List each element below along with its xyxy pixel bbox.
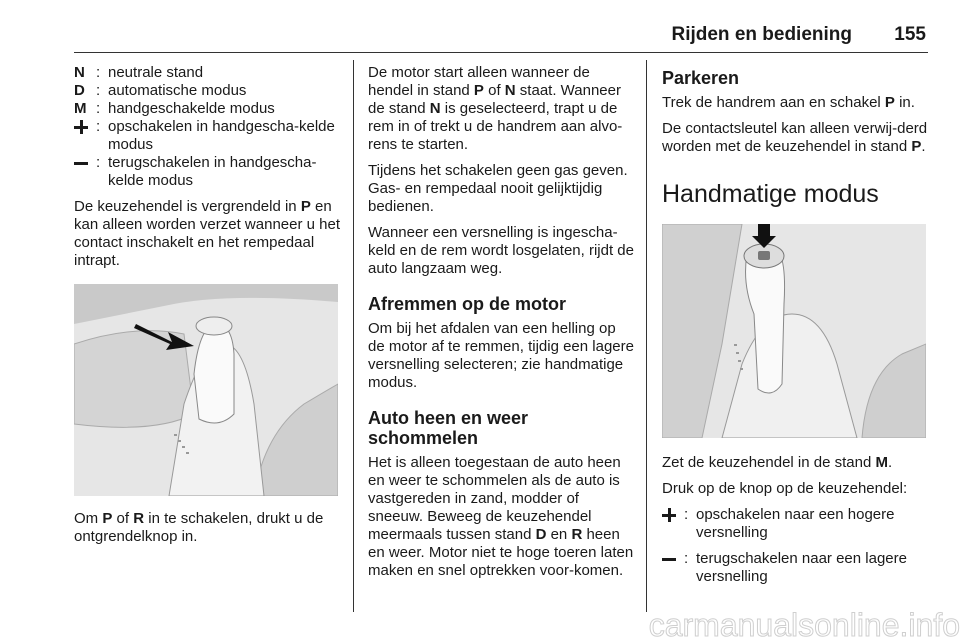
lock-paragraph: De keuzehendel is vergrendeld in P en kan alleen worden verzet wanneer u het contact inschakelt en het rempedaal intrapt. bbox=[74, 198, 341, 269]
item-text: opschakelen naar een hogere versnelling bbox=[696, 506, 895, 541]
item-text: terugschakelen naar een lagere versnelling bbox=[696, 550, 907, 585]
parking-heading: Parkeren bbox=[662, 68, 740, 88]
press-button-paragraph: Druk op de knop op de keuzehendel: bbox=[662, 480, 908, 497]
mode-list bbox=[74, 64, 340, 190]
select-m-paragraph: Zet de keuzehendel in de stand M. bbox=[662, 454, 893, 471]
mode-sep: : bbox=[96, 100, 101, 117]
creep-paragraph: Wanneer een versnelling is ingescha-keld en de rem wordt losgelaten, rijdt de auto langzaam weg. bbox=[368, 224, 634, 277]
gear-lever-illustration bbox=[74, 284, 338, 496]
engine-braking-heading: Afremmen op de motor bbox=[368, 294, 567, 314]
shift-list bbox=[662, 550, 930, 586]
column-divider-1 bbox=[353, 60, 354, 612]
mode-text: handgeschakelde modus bbox=[108, 100, 275, 117]
column-1 bbox=[74, 64, 340, 554]
mode-key: M bbox=[74, 100, 87, 117]
plus-icon bbox=[662, 508, 676, 522]
column-divider-2 bbox=[646, 60, 647, 612]
page-number: 155 bbox=[894, 24, 926, 45]
rocking-heading: Auto heen en weer schommelen bbox=[368, 408, 529, 448]
page-header bbox=[0, 0, 960, 56]
column-2 bbox=[368, 64, 634, 588]
upshift-key bbox=[662, 506, 684, 542]
mode-text: terugschakelen in handgescha-kelde modus bbox=[108, 154, 317, 189]
key-paragraph: De contactsleutel kan alleen verwij-derd worden met de keuzehendel in stand P. bbox=[662, 120, 928, 155]
section-title: Rijden en bediening bbox=[671, 24, 852, 45]
mode-sep: : bbox=[96, 64, 101, 81]
item-sep: : bbox=[684, 506, 689, 523]
shift-paragraph: Tijdens het schakelen geen gas geven. Gas- en rempedaal nooit gelijktijdig bedienen. bbox=[368, 162, 628, 215]
downshift-key bbox=[662, 550, 684, 586]
downshift-key bbox=[74, 154, 96, 190]
minus-icon bbox=[662, 552, 676, 566]
start-paragraph: De motor start alleen wanneer de hendel in stand P of N staat. Wanneer de stand N is geselecteerd, trapt u de rem in of trekt u de handrem aan alvo-rens te starten. bbox=[368, 64, 623, 153]
mode-text: opschakelen in handgescha-kelde modus bbox=[108, 118, 335, 153]
shift-list bbox=[662, 506, 930, 542]
rocking-paragraph: Het is alleen toegestaan de auto heen en weer te schommelen als de auto is vastgereden in zand, modder of sneeuw. Beweeg de keuzehendel meermaals tussen stand D en R heen en weer. Motor niet te hoge toeren laten maken en snel optrekken voor-komen. bbox=[368, 454, 634, 579]
mode-sep: : bbox=[96, 118, 101, 135]
svg-text:carmanualsonline.info: carmanualsonline.info bbox=[648, 607, 960, 642]
mode-sep: : bbox=[96, 154, 101, 171]
mode-key: D bbox=[74, 82, 85, 99]
mode-text: automatische modus bbox=[108, 82, 247, 99]
minus-icon bbox=[74, 156, 88, 170]
manual-mode-heading: Handmatige modus bbox=[662, 180, 879, 208]
column-3 bbox=[662, 64, 930, 594]
upshift-key bbox=[74, 118, 96, 154]
mode-sep: : bbox=[96, 82, 101, 99]
engine-braking-paragraph: Om bij het afdalen van een helling op de motor af te remmen, tijdig een lagere versnelling selecteren; zie handmatige modus. bbox=[368, 320, 634, 391]
header-rule bbox=[74, 52, 928, 53]
item-sep: : bbox=[684, 550, 689, 567]
mode-key: N bbox=[74, 64, 85, 81]
watermark bbox=[0, 606, 960, 642]
unlock-paragraph: Om P of R in te schakelen, drukt u de ontgrendelknop in. bbox=[74, 510, 324, 545]
manual-shift-illustration bbox=[662, 224, 926, 438]
parking-paragraph: Trek de handrem aan en schakel P in. bbox=[662, 94, 915, 111]
plus-icon bbox=[74, 120, 88, 134]
mode-text: neutrale stand bbox=[108, 64, 204, 81]
